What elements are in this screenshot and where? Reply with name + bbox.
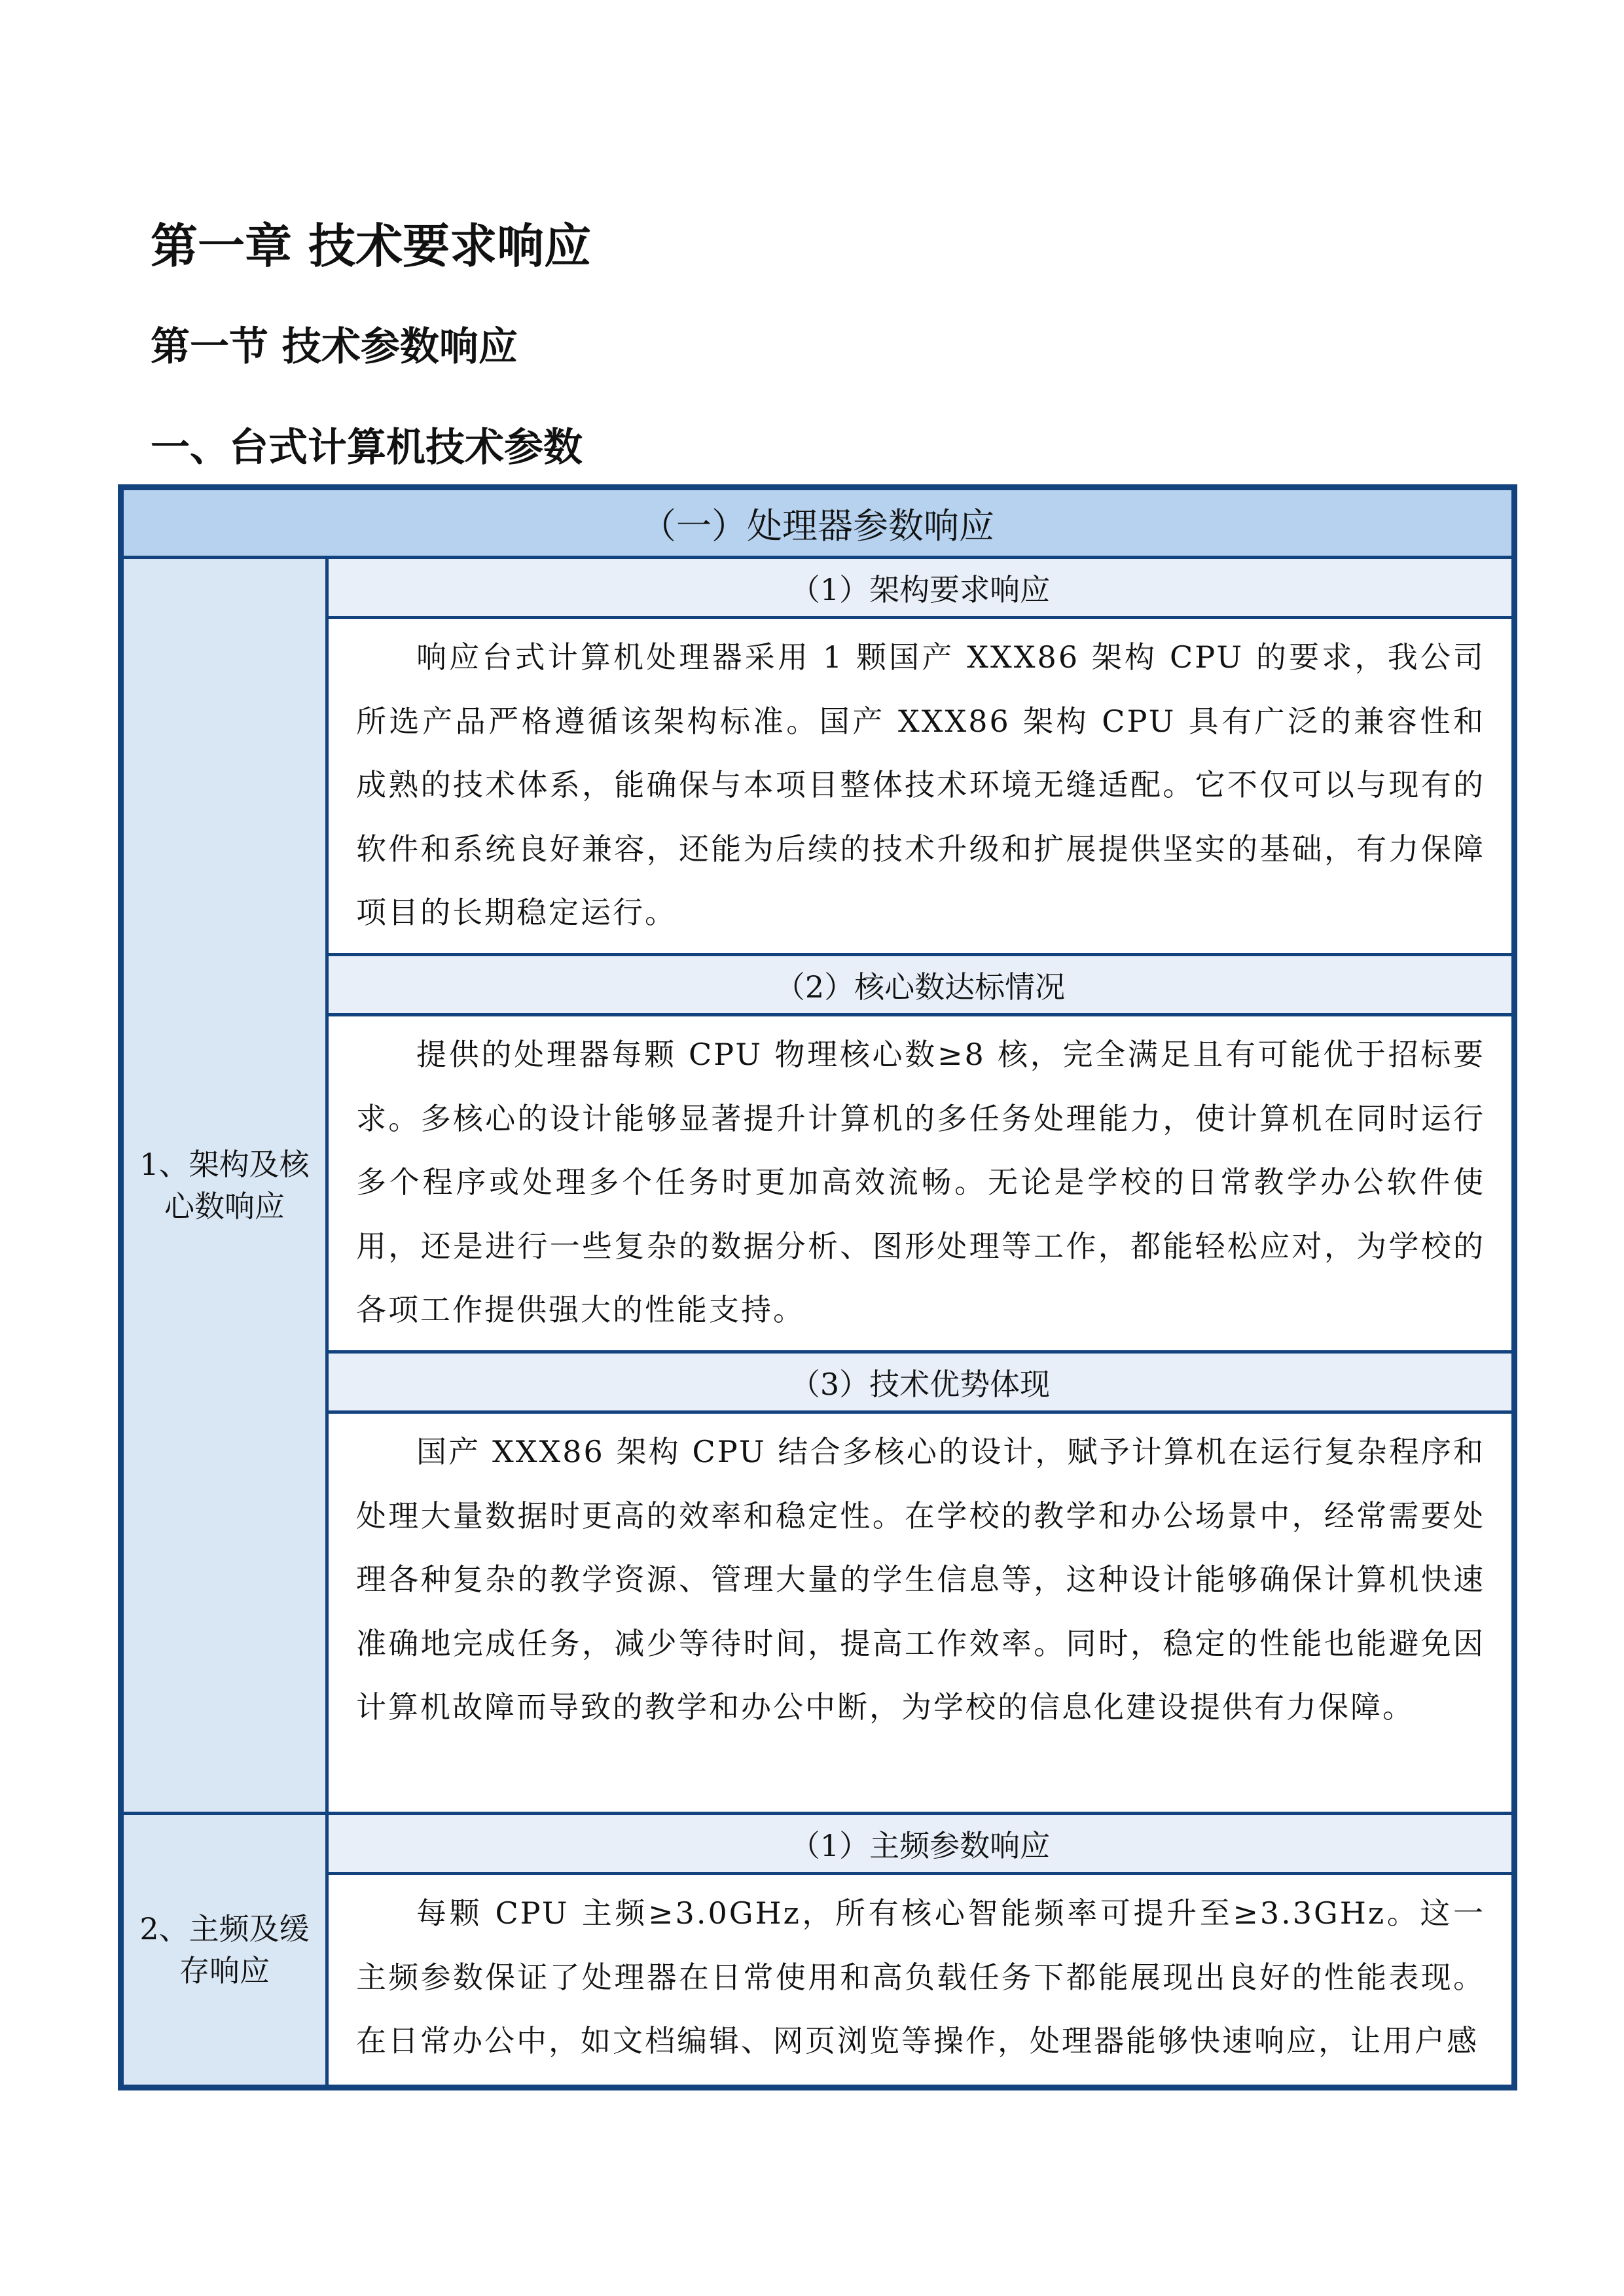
subsection-title: 一、台式计算机技术参数 xyxy=(151,425,583,471)
chapter-title: 第一章 技术要求响应 xyxy=(151,219,592,274)
table-row xyxy=(121,955,1515,1015)
table-row xyxy=(121,1352,1515,1412)
group-label: 2、主频及缓存响应 xyxy=(121,1814,327,2088)
item-text-cell xyxy=(327,1015,1515,1352)
item-title: （2）核心数达标情况 xyxy=(327,955,1515,1015)
item-text-cell xyxy=(327,1412,1515,1814)
processor-response-table xyxy=(118,484,1517,2090)
table-caption: （一）处理器参数响应 xyxy=(121,488,1515,558)
table-row xyxy=(121,558,1515,618)
item-text: 每颗 CPU 主频≥3.0GHz，所有核心智能频率可提升至≥3.3GHz。这一主频参数保证了处理器在日常使用和高负载任务下都能展现出良好的性能表现。在日常办公中，如文档编辑、网页浏览等操作，处理器能够快速响应，让用户感 xyxy=(356,1895,1485,2058)
item-title: （3）技术优势体现 xyxy=(327,1352,1515,1412)
item-text: 国产 XXX86 架构 CPU 结合多核心的设计，赋予计算机在运行复杂程序和处理大量数据时更高的效率和稳定性。在学校的教学和办公场景中，经常需要处理各种复杂的教学资源、管理大量的学生信息等，这种设计能够确保计算机快速准确地完成任务，减少等待时间，提高工作效率。同时，稳定的性能也能避免因计算机故障而导致的教学和办公中断，为学校的信息化建设提供有力保障。 xyxy=(356,1434,1485,1725)
item-text-cell xyxy=(327,1874,1515,2088)
table-row xyxy=(121,1814,1515,1874)
table-row xyxy=(121,1412,1515,1814)
item-text: 提供的处理器每颗 CPU 物理核心数≥8 核，完全满足且有可能优于招标要求。多核心的设计能够显著提升计算机的多任务处理能力，使计算机在同时运行多个程序或处理多个任务时更加高效流畅。无论是学校的日常教学办公软件使用，还是进行一些复杂的数据分析、图形处理等工作，都能轻松应对，为学校的各项工作提供强大的性能支持。 xyxy=(356,1037,1485,1327)
item-text: 响应台式计算机处理器采用 1 颗国产 XXX86 架构 CPU 的要求，我公司所选产品严格遵循该架构标准。国产 XXX86 架构 CPU 具有广泛的兼容性和成熟的技术体系，能确保与本项目整体技术环境无缝适配。它不仅可以与现有的软件和系统良好兼容，还能为后续的技术升级和扩展提供坚实的基础，有力保障项目的长期稳定运行。 xyxy=(356,639,1485,930)
table-row xyxy=(121,1015,1515,1352)
table-row xyxy=(121,618,1515,955)
group-label: 1、架构及核心数响应 xyxy=(121,558,327,1814)
table-row xyxy=(121,1874,1515,2088)
item-title: （1）主频参数响应 xyxy=(327,1814,1515,1874)
section-title: 第一节 技术参数响应 xyxy=(151,324,518,370)
item-text-cell xyxy=(327,618,1515,955)
item-title: （1）架构要求响应 xyxy=(327,558,1515,618)
table-caption-row xyxy=(121,488,1515,558)
